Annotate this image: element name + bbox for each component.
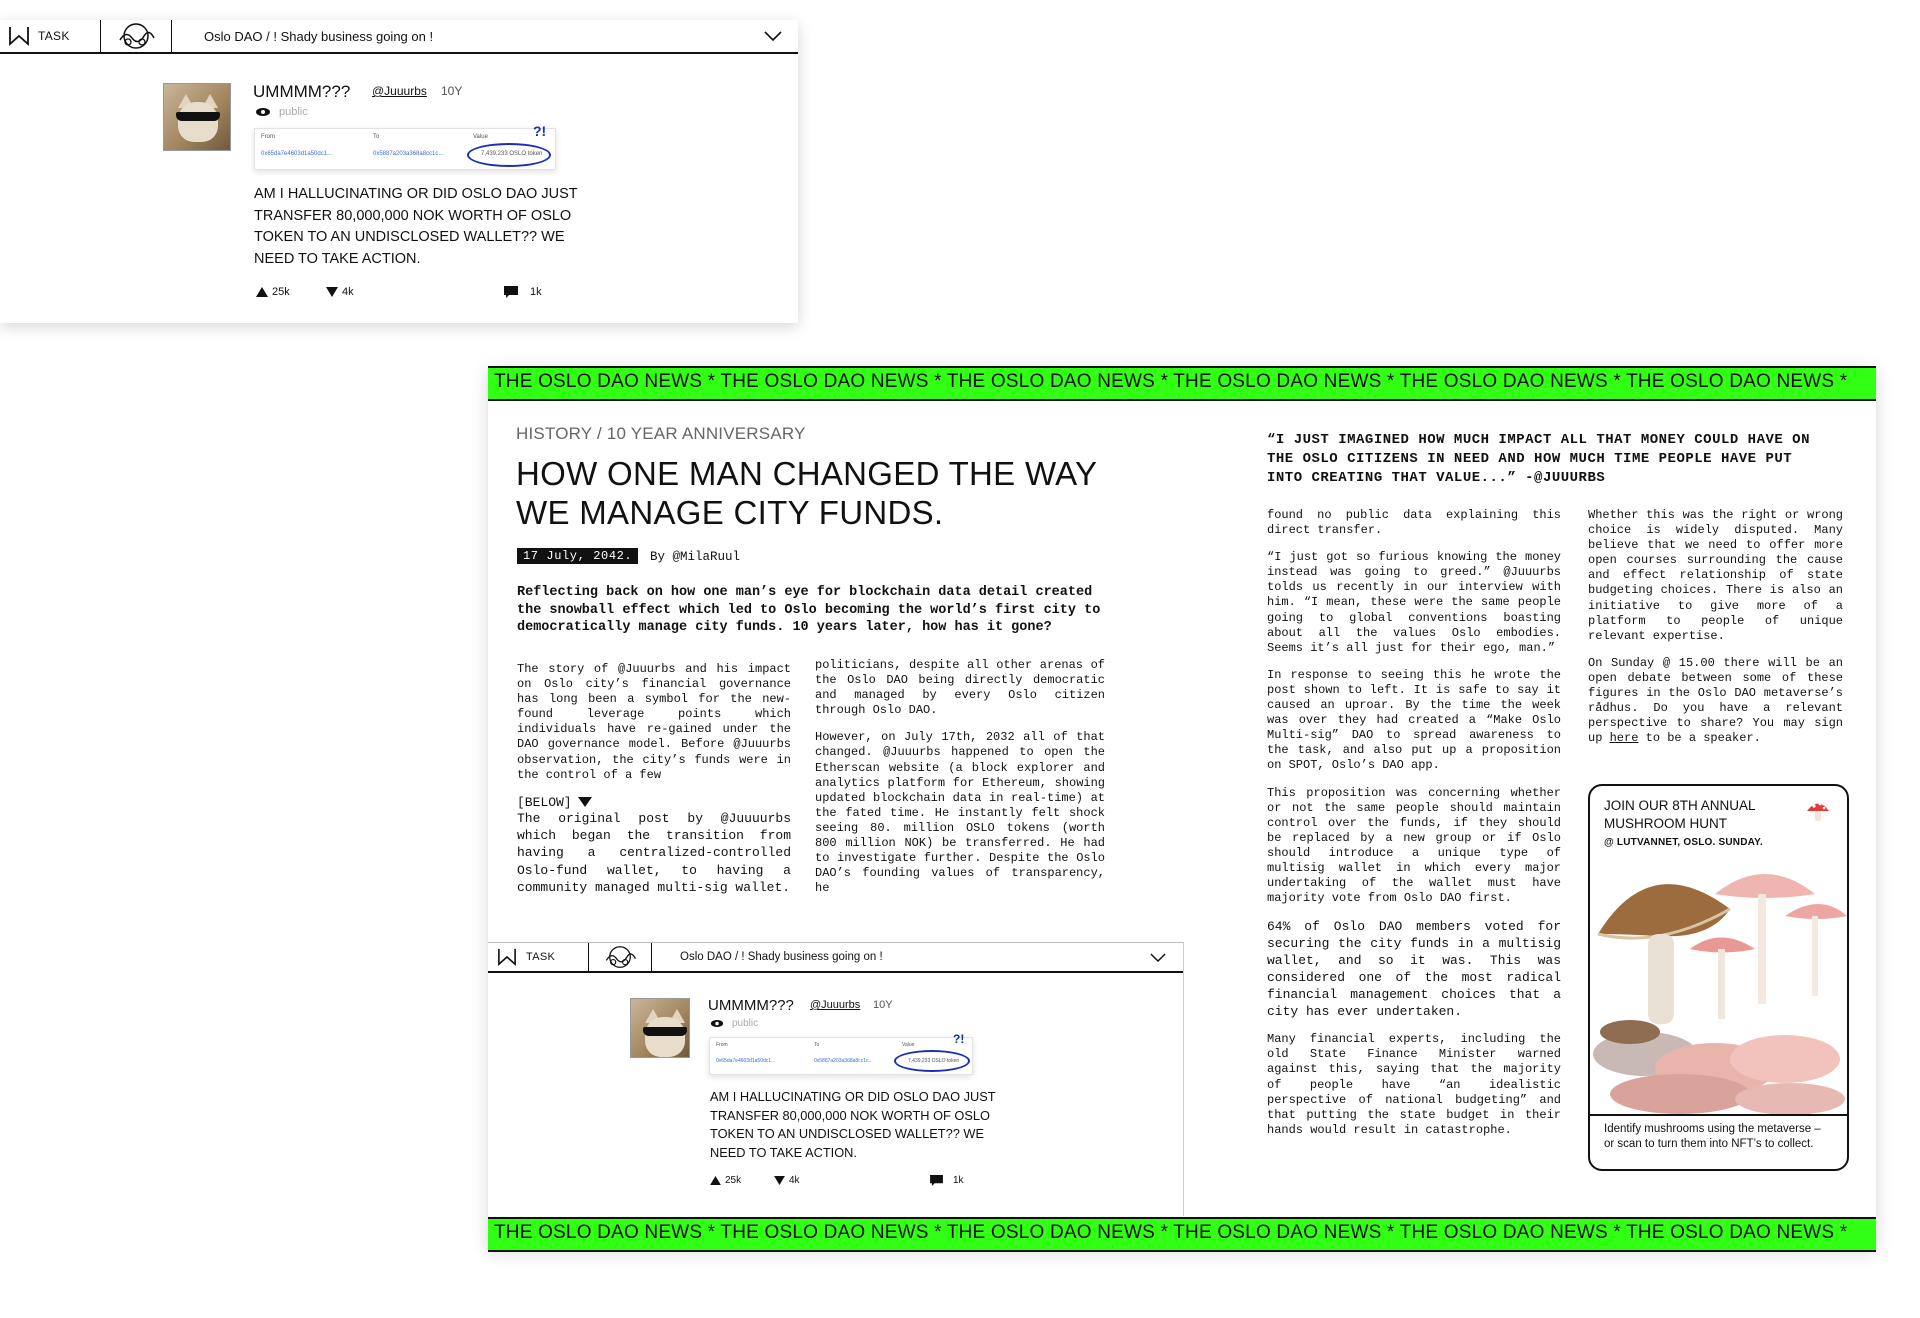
post-body: AM I HALLUCINATING OR DID OSLO DAO JUST TRANSFER 80,000,000 NOK WORTH OF OSLO TOKEN TO AN UNDISCLOSED WALLET?? WE NEED TO TAKE ACTION.: [254, 186, 578, 267]
downvote-count: 4k: [789, 1175, 800, 1186]
tx-value-label: Value: [902, 1042, 915, 1048]
visibility-label: public: [732, 1018, 759, 1029]
upvote-count: 25k: [725, 1175, 742, 1186]
col3-paragraph-2: “I just got so furious knowing the money instead was going to greed.” @Juuurbs tolds us recently in our interview with him. “I mean, these were the same people going to global conventions boasting about all the values Oslo embodies. Seems it’s all just for their ego, man.”: [1267, 550, 1561, 655]
column-4: [1588, 508, 1843, 758]
value-highlight-oval: [894, 1050, 970, 1072]
tx-annotation: ?!: [953, 1032, 965, 1046]
embedded-post-header: [488, 943, 1183, 973]
comments-button[interactable]: [504, 286, 542, 298]
lede: Reflecting back on how one man’s eye for blockchain data detail created the snowball effect which led to Oslo becoming the world’s first city to democratically manage city funds. 10 years later, how has it gone?: [517, 585, 1101, 635]
post-handle[interactable]: @Juuurbs: [810, 999, 861, 1011]
col4-paragraph-2b: to be a speaker.: [1645, 731, 1761, 746]
col3-paragraph-4: This proposition was concerning whether or not the same people should maintain control over the funds, if they should be replaced by a new group or if Oslo should introduce a unique type of multisig wallet in which every major undertaking of the wallet must have majority vote from Oslo DAO first.: [1267, 785, 1561, 906]
pull-quote: “I JUST IMAGINED HOW MUCH IMPACT ALL THAT MONEY COULD HAVE ON THE OSLO CITIZENS IN NEED AND HOW MUCH TIME PEOPLE HAVE PUT INTO CREATING THAT VALUE...” -@JUUURBS: [1267, 432, 1810, 486]
comment-icon: [930, 1175, 943, 1186]
post-actions: [256, 286, 546, 298]
downvote-button[interactable]: [774, 1175, 930, 1186]
avatar[interactable]: [630, 998, 690, 1058]
tx-to-label: To: [814, 1042, 820, 1048]
comment-count: 1k: [530, 286, 542, 298]
col4-paragraph-1: Whether this was the right or wrong choice is widely disputed. Many believe that we need to offer more open courses surrounding the cause and effect relationship of state budgeting choices. There is also an initiative to give more of a platform to people of unique relevant expertise.: [1588, 508, 1843, 643]
mushroom-illustration: [1590, 854, 1847, 1114]
task-button[interactable]: [38, 20, 101, 52]
ticker-bottom: THE OSLO DAO NEWS * THE OSLO DAO NEWS * THE OSLO DAO NEWS * THE OSLO DAO NEWS * THE OSLO DAO NEWS * THE OSLO DAO NEWS *: [488, 1217, 1876, 1252]
tx-to[interactable]: 0x5887a203a368a8cc1c...: [814, 1058, 873, 1064]
headline: HOW ONE MAN CHANGED THE WAY WE MANAGE CITY FUNDS.: [516, 455, 1097, 531]
visibility: [255, 106, 308, 118]
chevron-down-icon[interactable]: [1133, 953, 1183, 962]
mushroom-hunt-ad[interactable]: [1588, 784, 1849, 1171]
post-handle[interactable]: @Juuurbs: [372, 84, 427, 98]
bookmark-icon[interactable]: [488, 943, 526, 971]
col3-paragraph-5: 64% of Oslo DAO members voted for securing the city funds in a multisig wallet, and so it was. This was considered one of the most radical financial management choices that a city has ever undertaken.: [1267, 919, 1561, 1020]
downvote-icon: [774, 1176, 785, 1185]
upvote-button[interactable]: [256, 286, 326, 298]
tx-to-label: To: [373, 134, 380, 140]
post-header: [0, 20, 798, 54]
upvote-button[interactable]: [710, 1175, 774, 1186]
post-card-embedded: [488, 942, 1184, 1216]
visibility: [710, 1018, 758, 1029]
ad-divider: [1590, 1114, 1847, 1116]
ad-caption: Identify mushrooms using the metaverse – or scan to turn them into NFT’s to collect.: [1604, 1123, 1821, 1150]
chevron-down-icon[interactable]: [748, 31, 798, 41]
byline: By @MilaRuul: [650, 550, 741, 564]
col2-paragraph-1: politicians, despite all other arenas of the Oslo DAO being directly democratic and managed by every Oslo citizen through Oslo DAO.: [815, 658, 1105, 718]
post-title: UMMMM???: [708, 997, 794, 1014]
date-badge: 17 July, 2042.: [517, 548, 638, 564]
tx-value: 7,439,233 OSLO token: [481, 151, 543, 157]
tx-from[interactable]: 0x65da7e4603d1a50dc1...: [716, 1058, 776, 1064]
col3-paragraph-3: In response to seeing this he wrote the post shown to left. It is safe to say it caused an uproar. By the time the week was over they had created a “Make Oslo Multi-sig” DAO to spread awareness to the task, and also put up a proposition on SPOT, Oslo’s DAO app.: [1267, 667, 1561, 773]
section-label: HISTORY / 10 YEAR ANNIVERSARY: [516, 424, 806, 443]
post-age: 10Y: [873, 999, 893, 1011]
task-button[interactable]: [526, 943, 589, 971]
tx-annotation: ?!: [533, 123, 547, 139]
column-1: [517, 662, 791, 908]
newspaper-page: [488, 366, 1876, 1248]
column-3: [1267, 508, 1561, 1150]
col1-paragraph-2: The original post by @Juuuurbs which began the transition from having a centralized-controlled Oslo-fund wallet, to having a community managed multi-sig wallet.: [517, 810, 791, 896]
oslo-dao-logo-icon[interactable]: [589, 943, 652, 971]
downvote-count: 4k: [342, 286, 354, 298]
tx-value-label: Value: [473, 134, 488, 140]
col1-paragraph-1: The story of @Juuurbs and his impact on Oslo city’s financial governance has long been a symbol for the new-found leverage points which individuals have re-gained under the DAO governance model. Before @Juuurbs observation, the city’s funds were in the control of a few: [517, 662, 791, 782]
upvote-icon: [256, 287, 268, 297]
post-age: 10Y: [441, 84, 463, 98]
avatar[interactable]: [163, 83, 231, 151]
post-actions: [710, 1175, 970, 1186]
below-label: [517, 795, 791, 810]
transaction-screenshot: [254, 123, 556, 170]
downvote-button[interactable]: [326, 286, 504, 298]
value-highlight-oval: [467, 143, 551, 167]
below-text: [BELOW]: [517, 794, 572, 810]
triangle-down-icon: [578, 797, 592, 807]
tx-value: 7,439,233 OSLO token: [908, 1058, 960, 1064]
visibility-label: public: [279, 106, 308, 118]
post-card-top: [0, 20, 798, 323]
oslo-dao-logo-icon[interactable]: [101, 20, 172, 52]
col4-paragraph-2: [1588, 656, 1843, 747]
upvote-icon: [710, 1176, 721, 1185]
task-label: TASK: [526, 951, 556, 963]
tx-to[interactable]: 0x5887a203a368a8cc1c...: [373, 151, 444, 157]
eye-icon: [710, 1019, 724, 1028]
comment-count: 1k: [953, 1175, 964, 1186]
post-body: AM I HALLUCINATING OR DID OSLO DAO JUST TRANSFER 80,000,000 NOK WORTH OF OSLO TOKEN TO AN UNDISCLOSED WALLET?? WE NEED TO TAKE ACTION.: [710, 1089, 996, 1160]
tx-from[interactable]: 0x65da7e4603d1a50dc1...: [261, 151, 333, 157]
tx-from-label: From: [716, 1042, 728, 1048]
ticker-top: THE OSLO DAO NEWS * THE OSLO DAO NEWS * THE OSLO DAO NEWS * THE OSLO DAO NEWS * THE OSLO DAO NEWS * THE OSLO DAO NEWS *: [488, 366, 1876, 401]
ad-subtitle: @ LUTVANNET, OSLO. SUNDAY.: [1604, 837, 1763, 848]
comments-button[interactable]: [930, 1175, 964, 1186]
task-label: TASK: [38, 29, 70, 43]
col3-paragraph-1: found no public data explaining this direct transfer.: [1267, 508, 1561, 538]
eye-icon: [255, 107, 271, 117]
signup-link[interactable]: here: [1609, 731, 1639, 746]
tx-from-label: From: [261, 134, 275, 140]
mushroom-icon: [1805, 798, 1831, 824]
ad-title: JOIN OUR 8TH ANNUAL MUSHROOM HUNT: [1604, 798, 1756, 831]
breadcrumb[interactable]: Oslo DAO / ! Shady business going on !: [680, 951, 883, 963]
col3-paragraph-6: Many financial experts, including the old State Finance Minister warned against this, saying that the majority of people have “an idealistic perspective of national budgeting” and that putting the state budget in their hands would result in catastrophe.: [1267, 1032, 1561, 1137]
comment-icon: [504, 286, 518, 298]
upvote-count: 25k: [272, 286, 290, 298]
column-2: [815, 658, 1105, 908]
downvote-icon: [326, 287, 338, 297]
bookmark-icon[interactable]: [0, 20, 38, 52]
col4-paragraph-2a: On Sunday @ 15.00 there will be an open debate between some of these figures in the Oslo DAO metaverse’s rådhus. Do you have a relevant perspective to share? You may sign up: [1588, 655, 1843, 746]
col2-paragraph-2: However, on July 17th, 2032 all of that changed. @Juuurbs happened to open the Etherscan website (a block explorer and analytics platform for Ethereum, showing updated blockchain data in real-time) at the fated time. He instantly felt shock seeing 80. million OSLO tokens (worth 800 million NOK) be transferred. He had to investigate further. Despite the Oslo DAO’s founding values of transparency, he: [815, 730, 1105, 896]
post-title: UMMMM???: [253, 82, 351, 101]
transaction-screenshot: [709, 1032, 973, 1075]
breadcrumb[interactable]: Oslo DAO / ! Shady business going on !: [204, 28, 434, 44]
